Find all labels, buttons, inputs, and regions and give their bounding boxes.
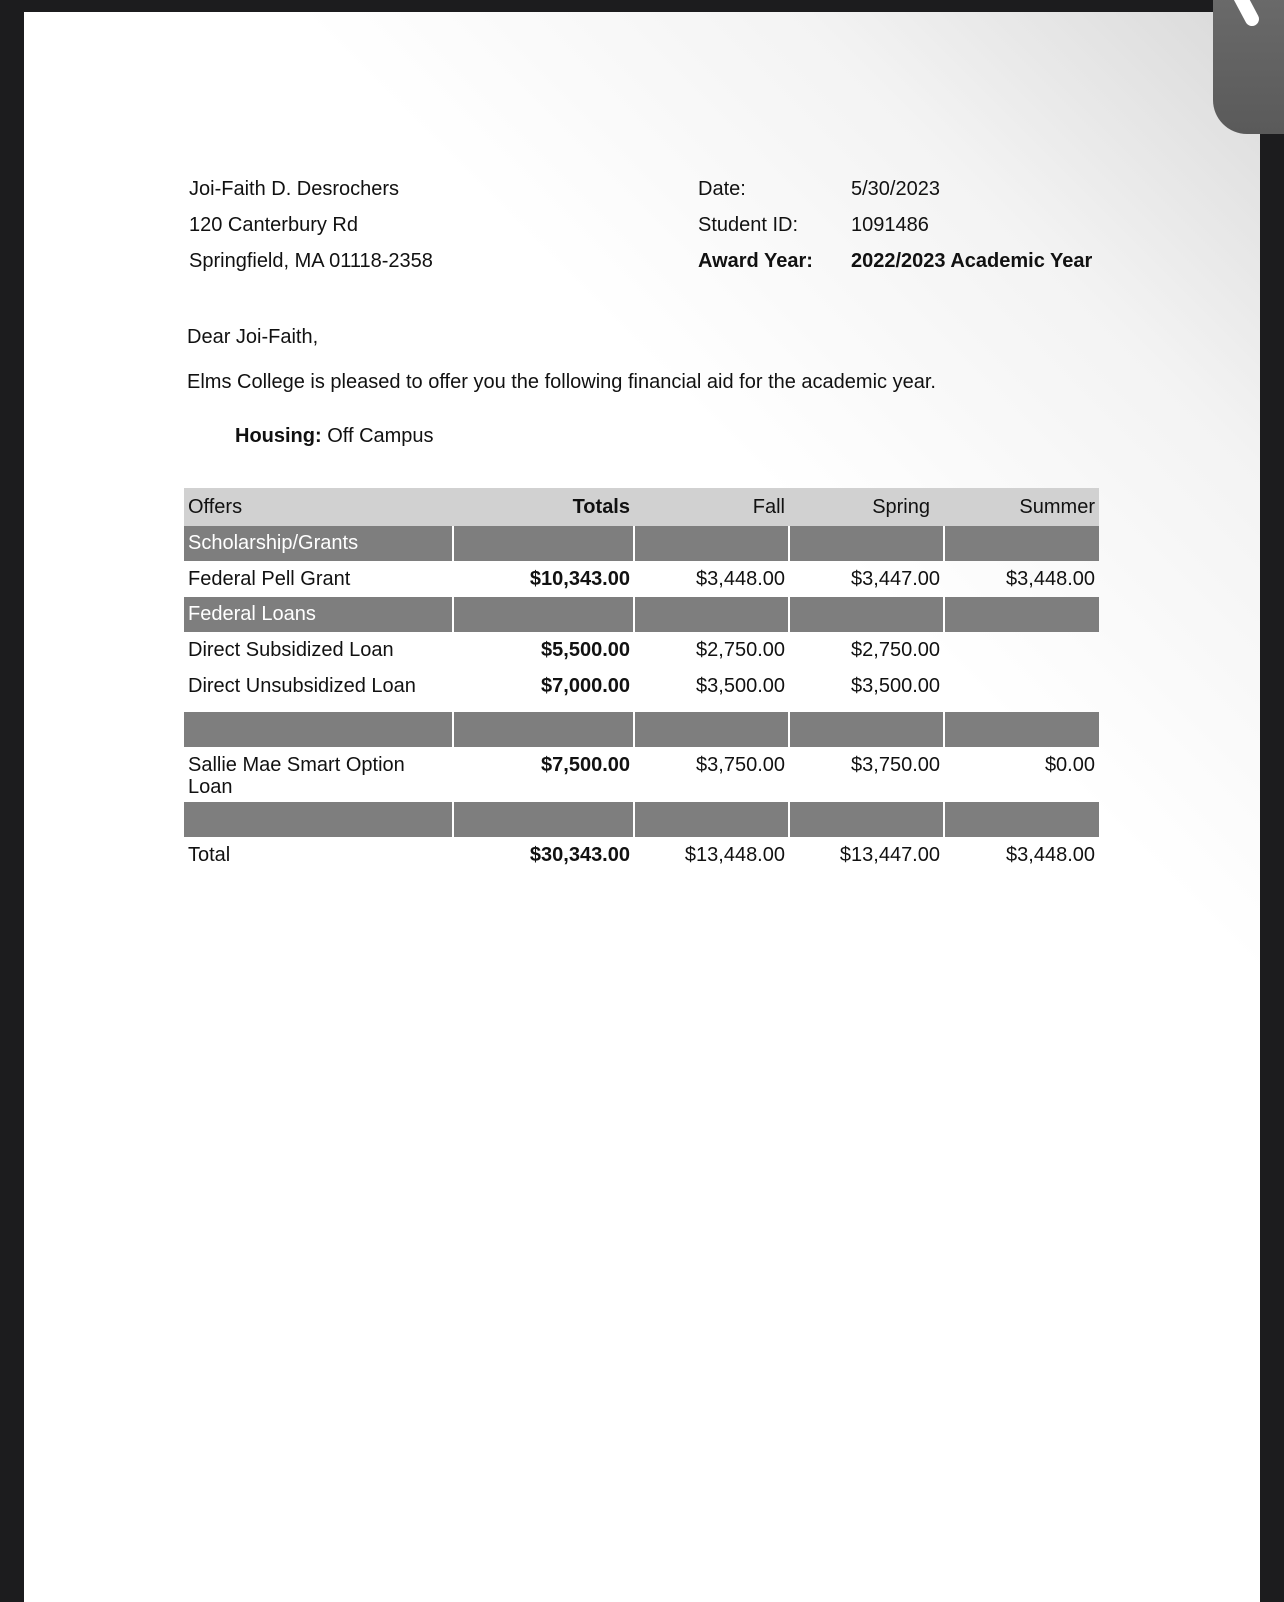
header-totals: Totals (453, 488, 634, 526)
offer-name: Direct Unsubsidized Loan (188, 675, 416, 697)
intro-paragraph: Elms College is pleased to offer you the following financial aid for the academic year. (187, 371, 936, 393)
greeting: Dear Joi-Faith, (187, 326, 319, 348)
recipient-name: Joi-Faith D. Desrochers (189, 178, 400, 200)
date-label: Date: (698, 178, 746, 200)
header-fall: Fall (634, 488, 789, 526)
section-title: Federal Loans (184, 597, 453, 632)
total-summer: $3,448.00 (1006, 844, 1095, 866)
total-spring: $13,447.00 (839, 844, 940, 866)
table-row (184, 668, 1099, 704)
award-year-value: 2022/2023 Academic Year (851, 250, 1093, 272)
offer-fall: $3,750.00 (696, 754, 785, 776)
offer-name: Direct Subsidized Loan (188, 639, 394, 661)
offer-summer: $3,448.00 (1006, 568, 1095, 590)
spacer-row (184, 704, 1099, 712)
offer-spring: $3,750.00 (851, 754, 940, 776)
total-amount: $30,343.00 (529, 844, 630, 866)
offer-name: Sallie Mae Smart Option Loan (188, 754, 405, 798)
housing-label: Housing: (235, 425, 322, 447)
header-offers: Offers (184, 488, 453, 526)
section-row-scholarship-grants (184, 526, 1099, 561)
table-row (184, 561, 1099, 597)
offer-fall: $3,500.00 (696, 675, 785, 697)
housing-line (235, 425, 434, 448)
section-title: Scholarship/Grants (184, 526, 453, 561)
offer-total: $7,500.00 (541, 754, 630, 776)
total-fall: $13,448.00 (684, 844, 785, 866)
student-id-value: 1091486 (851, 214, 929, 236)
section-row-other (184, 712, 1099, 747)
student-id-label: Student ID: (698, 214, 799, 236)
award-year-label: Award Year: (698, 250, 813, 272)
offer-name: Federal Pell Grant (188, 568, 351, 590)
section-row-federal-loans (184, 597, 1099, 632)
offer-summer (944, 668, 1099, 704)
section-title (184, 712, 453, 747)
total-label: Total (188, 844, 231, 866)
offer-total: $7,000.00 (541, 675, 630, 697)
offer-summer (944, 632, 1099, 668)
date-value: 5/30/2023 (851, 178, 940, 200)
offer-spring: $2,750.00 (851, 639, 940, 661)
offer-total: $5,500.00 (541, 639, 630, 661)
table-row (184, 632, 1099, 668)
housing-value: Off Campus (327, 425, 434, 447)
offer-fall: $3,448.00 (696, 568, 785, 590)
recipient-address-line1: 120 Canterbury Rd (189, 214, 358, 236)
offer-summer: $0.00 (1044, 754, 1095, 776)
header-summer: Summer (944, 488, 1099, 526)
section-row-total-divider (184, 802, 1099, 837)
offer-spring: $3,447.00 (851, 568, 940, 590)
offer-total: $10,343.00 (529, 568, 630, 590)
table-row (184, 747, 1099, 802)
page-edge (1260, 0, 1284, 1602)
table-header-row (184, 488, 1099, 526)
header-spring: Spring (789, 488, 944, 526)
recipient-address-line2: Springfield, MA 01118-2358 (189, 250, 433, 272)
offer-spring: $3,500.00 (851, 675, 940, 697)
total-row (184, 837, 1099, 873)
offers-table (184, 488, 1099, 873)
offer-fall: $2,750.00 (696, 639, 785, 661)
